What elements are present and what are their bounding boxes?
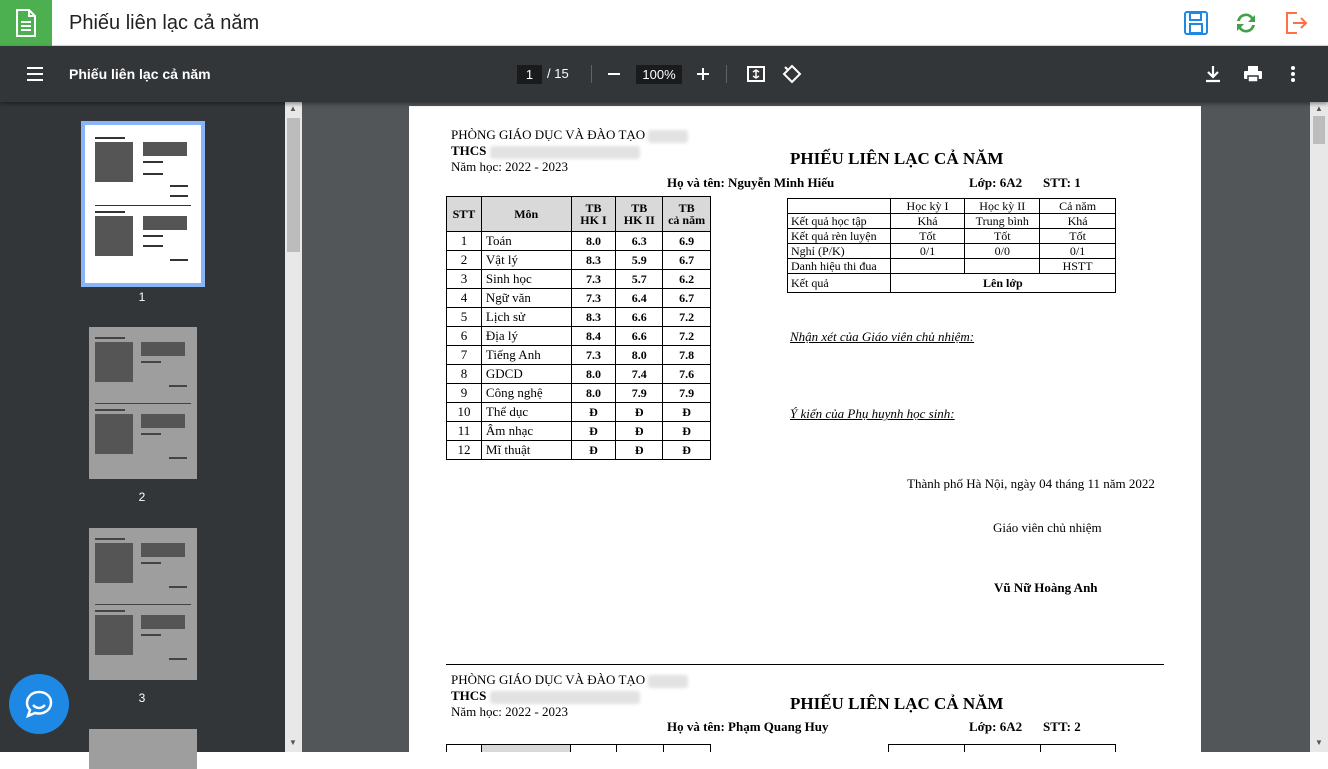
table-cell: Đ — [616, 422, 663, 441]
department-name: PHÒNG GIÁO DỤC VÀ ĐÀO TẠO — [451, 127, 646, 142]
table-cell: Tốt — [965, 229, 1040, 244]
table-cell: Thể dục — [481, 403, 571, 422]
student-name: Nguyễn Minh Hiếu — [728, 175, 835, 190]
table-cell: 5 — [447, 308, 482, 327]
scroll-up-icon[interactable]: ▲ — [1315, 104, 1323, 113]
table-cell: GDCD — [481, 365, 571, 384]
table-header-row — [788, 199, 1116, 214]
table-cell: 7.3 — [571, 346, 616, 365]
save-icon[interactable] — [1183, 10, 1209, 36]
table-cell: Kết quả — [788, 274, 891, 293]
table-row — [447, 346, 711, 365]
table-cell — [890, 259, 965, 274]
scroll-up-icon[interactable]: ▲ — [289, 104, 297, 113]
redacted-text — [648, 130, 688, 143]
redacted-text — [490, 146, 640, 159]
table-cell: 6.7 — [663, 289, 711, 308]
chat-widget-button[interactable] — [9, 674, 69, 734]
grades-table — [446, 196, 711, 460]
table-cell: Âm nhạc — [481, 422, 571, 441]
table-cell: Ngữ văn — [481, 289, 571, 308]
table-cell: Toán — [481, 232, 571, 251]
column-header — [788, 199, 891, 214]
table-cell: Tốt — [1040, 229, 1116, 244]
table-cell: Trung bình — [965, 214, 1040, 229]
table-cell: 9 — [447, 384, 482, 403]
table-cell: Lên lớp — [890, 274, 1115, 293]
table-cell: 5.9 — [616, 251, 663, 270]
student-stt: 2 — [1074, 719, 1081, 734]
table-cell: Đ — [571, 403, 616, 422]
exit-icon[interactable] — [1283, 10, 1309, 36]
page-thumbnail-3[interactable] — [89, 528, 197, 680]
table-cell: 8.0 — [571, 365, 616, 384]
table-cell: 6.6 — [616, 308, 663, 327]
thumbnail-number: 1 — [138, 290, 146, 304]
app-title: Phiếu liên lạc cả năm — [69, 12, 260, 34]
page-thumbnail-2[interactable] — [89, 327, 197, 479]
scroll-down-icon[interactable]: ▼ — [289, 738, 297, 747]
student-class: 6A2 — [999, 175, 1023, 190]
date-line: Thành phố Hà Nội, ngày 04 tháng 11 năm 2022 — [907, 476, 1155, 491]
download-icon[interactable] — [1202, 63, 1224, 85]
school-year: Năm học: 2022 - 2023 — [451, 704, 568, 719]
table-cell: 11 — [447, 422, 482, 441]
table-cell: 6.3 — [616, 232, 663, 251]
grades-table-partial — [446, 744, 711, 752]
table-cell: Nghỉ (P/K) — [788, 244, 891, 259]
column-header: TB cả năm — [663, 197, 711, 232]
table-cell: Sinh học — [481, 270, 571, 289]
page-thumbnail-1[interactable] — [85, 125, 201, 283]
app-bar — [0, 0, 1328, 46]
total-pages: / 15 — [547, 66, 569, 81]
table-cell: 7.2 — [663, 308, 711, 327]
table-cell: 7.9 — [616, 384, 663, 403]
thumbnail-sidebar — [0, 102, 302, 752]
table-cell: Đ — [663, 441, 711, 460]
table-cell: 10 — [447, 403, 482, 422]
print-icon[interactable] — [1242, 63, 1264, 85]
table-cell: 7.4 — [616, 365, 663, 384]
table-cell: 8.0 — [571, 232, 616, 251]
fit-page-icon[interactable] — [745, 63, 767, 85]
table-row — [788, 244, 1116, 259]
table-cell: Khá — [1040, 214, 1116, 229]
report-title: PHIẾU LIÊN LẠC CẢ NĂM — [790, 694, 1004, 713]
table-cell: 7.2 — [663, 327, 711, 346]
table-cell — [965, 259, 1040, 274]
table-cell: 8.0 — [571, 384, 616, 403]
pdf-toolbar — [0, 46, 1328, 102]
school-year: Năm học: 2022 - 2023 — [451, 159, 568, 174]
table-row — [447, 384, 711, 403]
table-cell: Địa lý — [481, 327, 571, 346]
teacher-name: Vũ Nữ Hoàng Anh — [994, 580, 1098, 595]
table-cell: 7.3 — [571, 289, 616, 308]
page-separator-line — [446, 664, 1164, 665]
name-label: Họ và tên: — [667, 719, 725, 734]
table-row — [447, 270, 711, 289]
document-icon — [0, 0, 52, 46]
table-row — [447, 327, 711, 346]
table-cell: 6.4 — [616, 289, 663, 308]
table-cell: Đ — [616, 441, 663, 460]
table-cell: 7.8 — [663, 346, 711, 365]
results-table — [787, 198, 1116, 293]
teacher-title: Giáo viên chủ nhiệm — [993, 520, 1102, 535]
table-cell: 0/1 — [1040, 244, 1116, 259]
department-name: PHÒNG GIÁO DỤC VÀ ĐÀO TẠO — [451, 672, 646, 687]
table-cell: Khá — [890, 214, 965, 229]
table-cell: 4 — [447, 289, 482, 308]
scrollbar-thumb[interactable] — [1313, 116, 1325, 144]
zoom-out-icon[interactable] — [603, 63, 625, 85]
table-cell: 7.9 — [663, 384, 711, 403]
parent-comment-label: Ý kiến của Phụ huynh học sinh: — [790, 406, 955, 421]
more-options-icon[interactable] — [1282, 63, 1304, 85]
zoom-in-icon[interactable] — [692, 63, 714, 85]
table-cell: Đ — [571, 441, 616, 460]
table-cell: Công nghệ — [481, 384, 571, 403]
table-cell: Lịch sử — [481, 308, 571, 327]
table-cell: 6 — [447, 327, 482, 346]
table-cell: 0/0 — [965, 244, 1040, 259]
table-cell: Tiếng Anh — [481, 346, 571, 365]
table-cell: 8 — [447, 365, 482, 384]
scrollbar-thumb[interactable] — [287, 118, 300, 252]
redacted-text — [648, 675, 688, 688]
table-cell: 1 — [447, 232, 482, 251]
table-cell: 6.9 — [663, 232, 711, 251]
column-header: Học kỳ I — [890, 199, 965, 214]
pdf-viewer — [302, 102, 1310, 752]
table-row — [447, 308, 711, 327]
class-label: Lớp: — [969, 175, 997, 190]
results-table-partial — [888, 744, 1116, 752]
class-label: Lớp: — [969, 719, 997, 734]
table-cell: 0/1 — [890, 244, 965, 259]
thumbnail-number: 2 — [138, 490, 146, 504]
table-cell: 7.3 — [571, 270, 616, 289]
table-cell: 6.6 — [616, 327, 663, 346]
table-cell: HSTT — [1040, 259, 1116, 274]
table-row — [788, 259, 1116, 274]
report-title: PHIẾU LIÊN LẠC CẢ NĂM — [790, 149, 1004, 168]
stt-label: STT: — [1043, 175, 1071, 190]
sync-icon[interactable] — [1233, 10, 1259, 36]
table-cell: 8.3 — [571, 308, 616, 327]
viewer-scrollbar[interactable] — [1310, 102, 1328, 752]
table-cell: 6.2 — [663, 270, 711, 289]
table-cell: 12 — [447, 441, 482, 460]
table-cell: 7 — [447, 346, 482, 365]
name-label: Họ và tên: — [667, 175, 725, 190]
table-row — [447, 232, 711, 251]
document-title: Phiếu liên lạc cả năm — [69, 66, 211, 82]
column-header: TB HK I — [571, 197, 616, 232]
toolbar-divider — [726, 65, 727, 83]
scroll-down-icon[interactable]: ▼ — [1315, 738, 1323, 747]
table-cell: Đ — [663, 422, 711, 441]
table-cell: 5.7 — [616, 270, 663, 289]
table-row — [788, 214, 1116, 229]
table-cell: 8.0 — [616, 346, 663, 365]
teacher-comment-label: Nhận xét của Giáo viên chủ nhiệm: — [790, 329, 975, 344]
student-name: Phạm Quang Huy — [728, 719, 829, 734]
table-cell: Kết quả học tập — [788, 214, 891, 229]
school-name: THCS — [451, 688, 487, 703]
table-cell: 7.6 — [663, 365, 711, 384]
table-row — [447, 441, 711, 460]
column-header: TB HK II — [616, 197, 663, 232]
column-header: STT — [447, 197, 482, 232]
table-cell: 2 — [447, 251, 482, 270]
student-stt: 1 — [1074, 175, 1081, 190]
table-cell: Vật lý — [481, 251, 571, 270]
column-header: Môn — [481, 197, 571, 232]
redacted-text — [490, 691, 640, 704]
table-row — [447, 289, 711, 308]
table-cell: 3 — [447, 270, 482, 289]
sidebar-scrollbar[interactable] — [285, 102, 302, 752]
table-cell: Đ — [663, 403, 711, 422]
chat-icon — [24, 689, 54, 719]
zoom-input[interactable]: 100% — [636, 65, 682, 84]
table-row — [788, 229, 1116, 244]
table-row — [447, 365, 711, 384]
rotate-icon[interactable] — [781, 63, 803, 85]
column-header: Học kỳ II — [965, 199, 1040, 214]
menu-icon[interactable] — [24, 63, 46, 85]
table-cell: Tốt — [890, 229, 965, 244]
table-cell: Đ — [571, 422, 616, 441]
table-row — [788, 274, 1116, 293]
table-header-row — [447, 197, 711, 232]
pdf-page — [409, 106, 1201, 752]
table-cell: 6.7 — [663, 251, 711, 270]
table-row — [447, 403, 711, 422]
school-name: THCS — [451, 143, 487, 158]
toolbar-divider — [591, 65, 592, 83]
student-class: 6A2 — [999, 719, 1023, 734]
page-number-input[interactable]: 1 — [517, 65, 542, 84]
thumbnail-number: 3 — [138, 691, 146, 705]
table-cell: Kết quả rèn luyện — [788, 229, 891, 244]
stt-label: STT: — [1043, 719, 1071, 734]
table-cell: 8.3 — [571, 251, 616, 270]
column-header: Cả năm — [1040, 199, 1116, 214]
table-cell: 8.4 — [571, 327, 616, 346]
table-row — [447, 251, 711, 270]
table-cell: Đ — [616, 403, 663, 422]
table-row — [447, 422, 711, 441]
table-cell: Mĩ thuật — [481, 441, 571, 460]
page-thumbnail-4[interactable] — [89, 729, 197, 769]
table-cell: Danh hiệu thi đua — [788, 259, 891, 274]
